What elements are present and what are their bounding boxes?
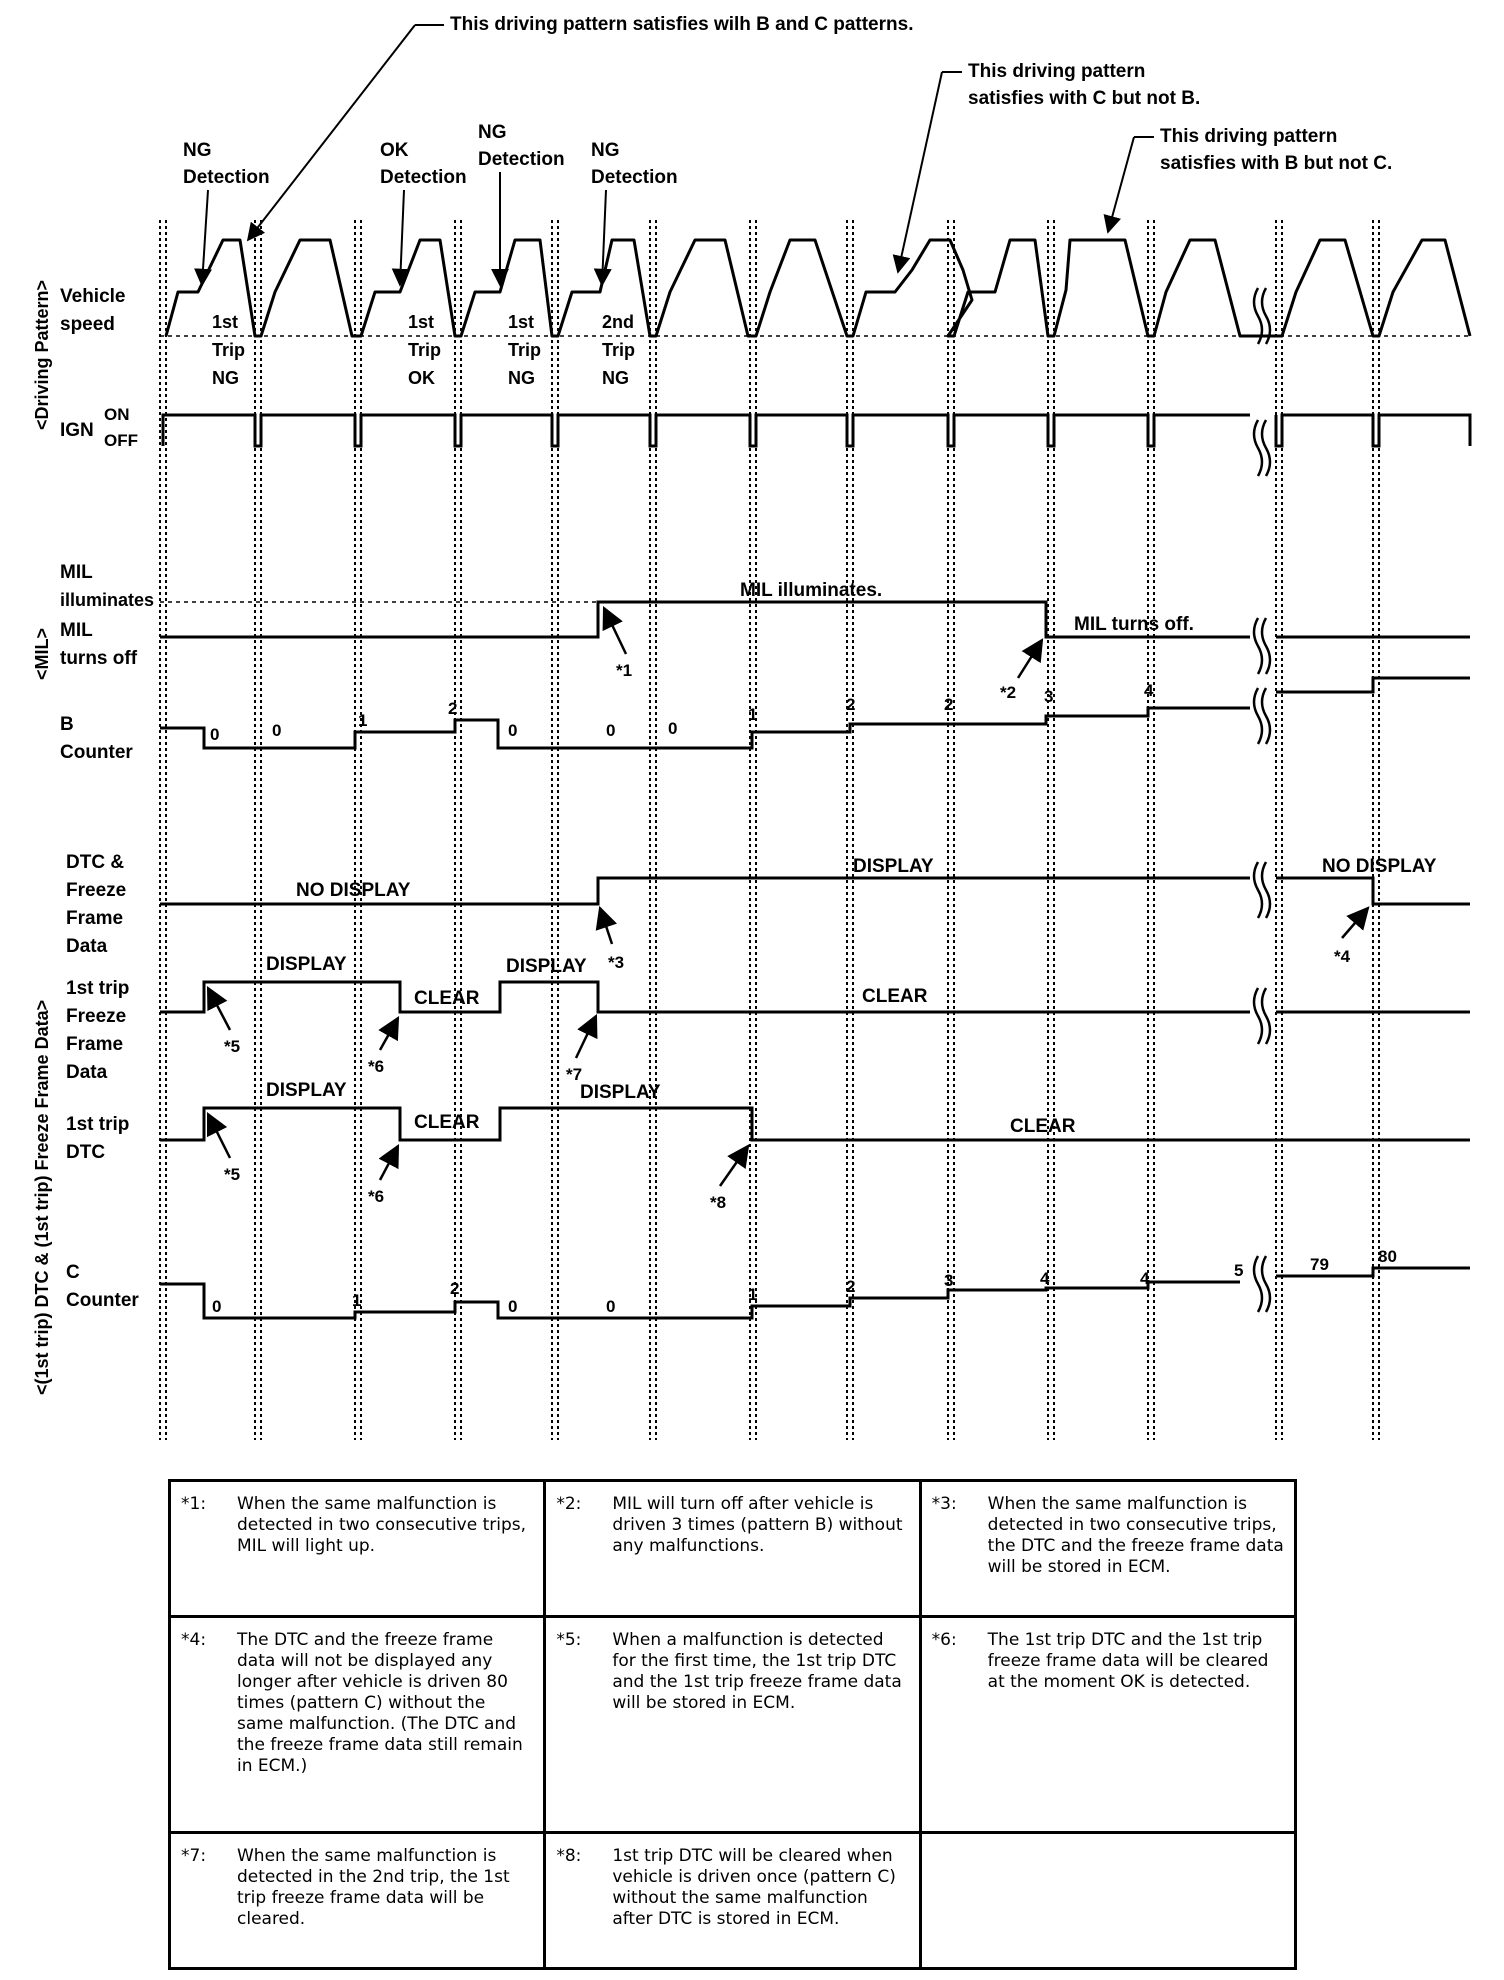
trip4-l3: NG [602, 368, 629, 388]
ffd-clear-1: CLEAR [414, 988, 480, 1009]
label-ffd-4: Data [66, 1062, 108, 1083]
section-mil: <MIL> [32, 627, 52, 680]
trip4-l1: 2nd [602, 312, 635, 332]
label-b: B [60, 714, 74, 735]
b-val-5: 0 [606, 721, 616, 740]
label-speed: speed [60, 314, 115, 335]
note-4: *4: The DTC and the freeze frame data will not be displayed any longer after vehicle is driven 80 times (pattern C) without the same malfunction. (The DTC and the freeze frame data still remain in ECM.) [170, 1616, 545, 1832]
c-val-1: 1 [352, 1291, 362, 1310]
trip1-l3: NG [212, 368, 239, 388]
b-val-6: 0 [668, 719, 678, 738]
detection-2-l1: OK [380, 140, 409, 161]
dtc-no-display: NO DISPLAY [296, 880, 411, 901]
section-driving-pattern: <Driving Pattern> [32, 279, 52, 430]
b-val-4: 0 [508, 721, 518, 740]
trip4-l2: Trip [602, 340, 636, 360]
note-3: *3: When the same malfunction is detected in two consecutive trips, the DTC and the freeze frame data will be stored in ECM. [920, 1481, 1295, 1617]
marker-6a: *6 [368, 1057, 385, 1076]
note-9-empty [920, 1833, 1295, 1969]
c-val-3: 0 [508, 1297, 518, 1316]
marker-8: *8 [710, 1193, 727, 1212]
annotation-b-and-c: This driving pattern satisfies wilh B and C patterns. [450, 14, 914, 35]
label-mil-off-2: turns off [60, 648, 138, 669]
section-dtc: <(1st trip) DTC & (1st trip) Freeze Frame Data> [32, 999, 52, 1395]
note-6: *6: The 1st trip DTC and the 1st trip freeze frame data will be cleared at the moment OK is detected. [920, 1616, 1295, 1832]
c-val-6: 2 [846, 1277, 856, 1296]
note-2: *2: MIL will turn off after vehicle is driven 3 times (pattern B) without any malfunctions. [545, 1481, 920, 1617]
marker-7: *7 [566, 1065, 583, 1084]
c-val-11: 79 [1310, 1255, 1329, 1274]
note-1: *1: When the same malfunction is detected in two consecutive trips, MIL will light up. [170, 1481, 545, 1617]
label-dtc-4: Data [66, 936, 108, 957]
note-7: *7: When the same malfunction is detected in the 2nd trip, the 1st trip freeze frame data will be cleared. [170, 1833, 545, 1969]
marker-5a: *5 [224, 1037, 241, 1056]
annotation-b-not-c-2: satisfies with B but not C. [1160, 153, 1393, 174]
annotation-c-not-b-2: satisfies with C but not B. [968, 88, 1201, 109]
label-ffd-2: Freeze [66, 1006, 127, 1027]
b-val-0: 0 [210, 725, 220, 744]
b-val-9: 2 [944, 695, 954, 714]
annotation-c-not-b-1: This driving pattern [968, 61, 1146, 82]
label-1st-dtc-2: DTC [66, 1142, 106, 1163]
ign-waveform [163, 415, 1250, 446]
b-val-11: 4 [1144, 681, 1154, 700]
c-val-4: 0 [606, 1297, 616, 1316]
detection-3-l1: NG [478, 122, 507, 143]
first-dtc-clear-2: CLEAR [1010, 1116, 1076, 1137]
first-dtc-display-1: DISPLAY [266, 1080, 347, 1101]
c-val-12: 80 [1378, 1247, 1397, 1266]
label-c-counter: Counter [66, 1290, 139, 1311]
c-val-0: 0 [212, 1297, 222, 1316]
break-marks [1254, 288, 1270, 1312]
label-mil-off-1: MIL [60, 620, 93, 641]
label-ign: IGN [60, 420, 94, 441]
dtc-no-display-end: NO DISPLAY [1322, 856, 1437, 877]
annotation-b-not-c-1: This driving pattern [1160, 126, 1338, 147]
marker-6b: *6 [368, 1187, 385, 1206]
marker-2: *2 [1000, 683, 1017, 702]
label-mil-1: MIL [60, 562, 93, 583]
note-8: *8: 1st trip DTC will be cleared when vehicle is driven once (pattern C) without the same malfunction after DTC is stored in ECM. [545, 1833, 920, 1969]
label-c: C [66, 1262, 80, 1283]
first-dtc-display-2: DISPLAY [580, 1082, 661, 1103]
label-dtc-3: Frame [66, 908, 124, 929]
trip2-l2: Trip [408, 340, 442, 360]
detection-4-l1: NG [591, 140, 620, 161]
label-ffd-1: 1st trip [66, 978, 130, 999]
label-dtc-1: DTC & [66, 852, 125, 873]
label-1st-dtc-1: 1st trip [66, 1114, 130, 1135]
marker-5b: *5 [224, 1165, 241, 1184]
trip3-l2: Trip [508, 340, 542, 360]
marker-3: *3 [608, 953, 625, 972]
detection-1-l1: NG [183, 140, 212, 161]
marker-1: *1 [616, 661, 633, 680]
c-val-10: 5 [1234, 1261, 1244, 1280]
b-val-7: 1 [748, 705, 758, 724]
mil-illuminates-text: MIL illuminates. [740, 580, 883, 601]
label-ffd-3: Frame [66, 1034, 124, 1055]
b-val-10: 3 [1044, 687, 1054, 706]
mil-turns-off-text: MIL turns off. [1074, 614, 1194, 635]
label-vehicle: Vehicle [60, 286, 126, 307]
c-val-9: 4 [1140, 1269, 1150, 1288]
detection-4-l2: Detection [591, 167, 678, 188]
trip1-l2: Trip [212, 340, 246, 360]
label-mil-2: illuminates [60, 590, 155, 610]
ffd-display-2: DISPLAY [506, 956, 587, 977]
c-val-5: 1 [748, 1285, 758, 1304]
first-dtc-clear-1: CLEAR [414, 1112, 480, 1133]
trip2-l1: 1st [408, 312, 435, 332]
first-trip-ffd-waveform [160, 982, 1250, 1012]
detection-3-l2: Detection [478, 149, 565, 170]
c-counter-waveform [160, 1282, 1240, 1318]
label-b-counter: Counter [60, 742, 133, 763]
notes-table [168, 1479, 1297, 1970]
detection-2-l2: Detection [380, 167, 467, 188]
b-val-2: 1 [358, 711, 368, 730]
label-ign-on: ON [104, 405, 130, 424]
c-val-2: 2 [450, 1279, 460, 1298]
c-val-7: 3 [944, 1271, 954, 1290]
label-dtc-2: Freeze [66, 880, 127, 901]
trip3-l1: 1st [508, 312, 535, 332]
b-val-3: 2 [448, 699, 458, 718]
first-trip-dtc-waveform [160, 1108, 1470, 1140]
trip1-l1: 1st [212, 312, 239, 332]
trip2-l3: OK [408, 368, 435, 388]
ffd-clear-2: CLEAR [862, 986, 928, 1007]
trip-boundaries [160, 220, 1379, 1440]
b-val-8: 2 [846, 695, 856, 714]
label-ign-off: OFF [104, 431, 138, 450]
b-counter-waveform [160, 708, 1250, 748]
detection-1-l2: Detection [183, 167, 270, 188]
b-val-1: 0 [272, 721, 282, 740]
marker-4: *4 [1334, 947, 1351, 966]
dtc-display: DISPLAY [853, 856, 934, 877]
trip3-l3: NG [508, 368, 535, 388]
note-5: *5: When a malfunction is detected for the first time, the 1st trip DTC and the 1st trip freeze frame data will be stored in ECM. [545, 1616, 920, 1832]
ffd-display-1: DISPLAY [266, 954, 347, 975]
c-val-8: 4 [1040, 1269, 1050, 1288]
